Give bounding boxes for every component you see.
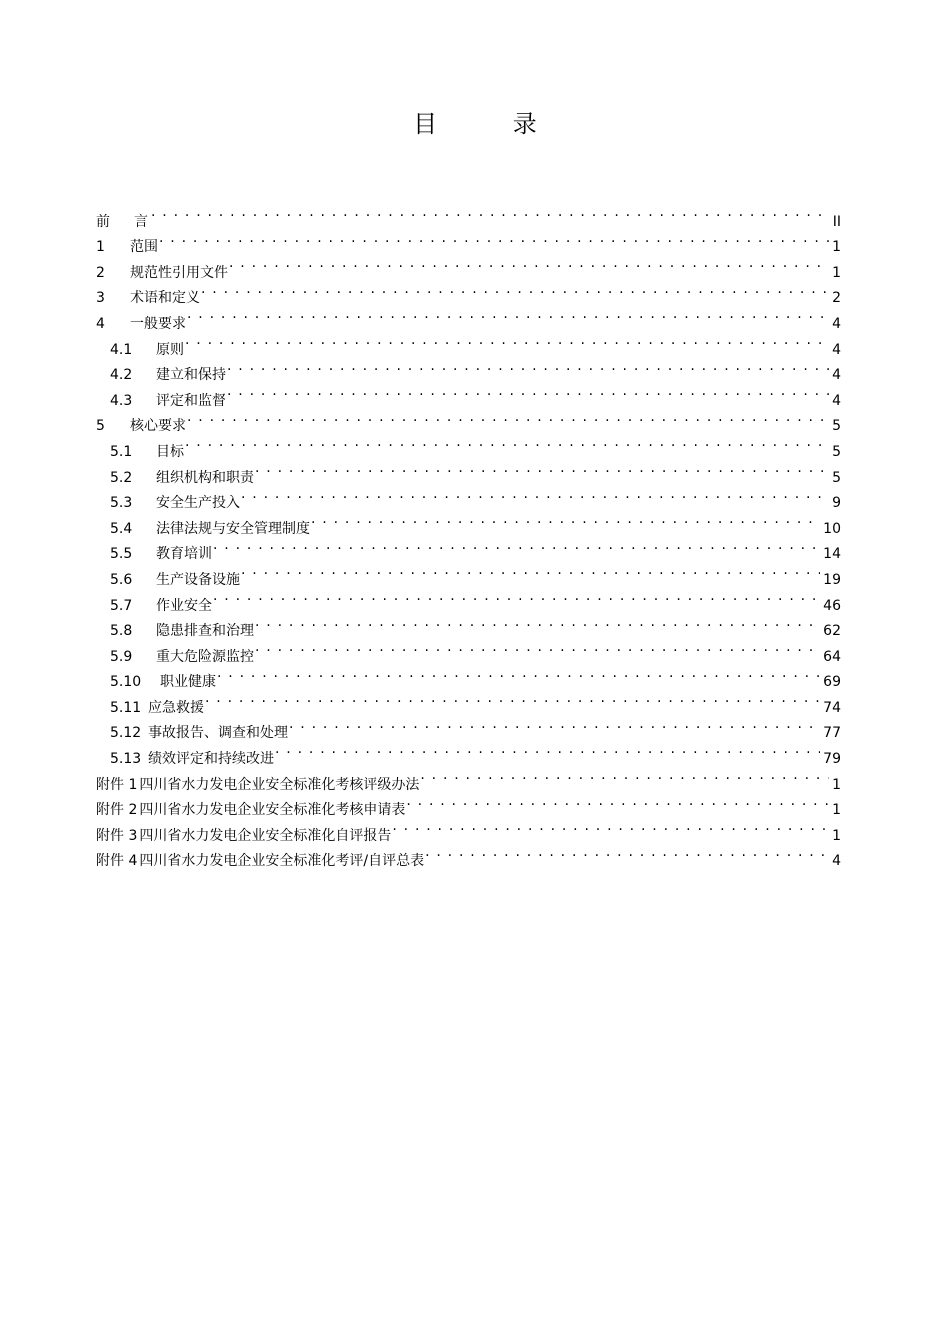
toc-entry-title: 评定和监督 <box>156 392 226 409</box>
toc-entry[interactable] <box>96 226 841 256</box>
toc-entry-title: 四川省水力发电企业安全标准化考核申请表 <box>139 802 406 819</box>
toc-entry-title: 组织机构和职责 <box>156 469 254 486</box>
toc-entry-title: 作业安全 <box>156 597 212 614</box>
toc-dot-leader <box>241 558 820 584</box>
toc-entry-number: 5.13 <box>110 751 142 768</box>
toc-entry[interactable] <box>96 456 841 486</box>
toc-entry-number: 1 <box>96 239 105 256</box>
toc-entry-number: 3 <box>96 290 105 307</box>
toc-dot-leader <box>187 405 829 431</box>
toc-dot-leader <box>406 789 829 815</box>
toc-dot-leader <box>229 251 829 277</box>
toc-dot-leader <box>185 328 829 354</box>
toc-dot-leader <box>187 302 829 328</box>
toc-entry-title: 应急救援 <box>148 699 204 716</box>
toc-entry-page: 46 <box>823 597 841 614</box>
toc-entry-title: 教育培训 <box>156 546 212 563</box>
toc-entry-page: 1 <box>832 827 841 844</box>
toc-entry-title: 四川省水力发电企业安全标准化考评/自评总表 <box>139 853 425 870</box>
toc-dot-leader <box>213 533 820 559</box>
toc-entry-number: 4.1 <box>110 341 133 358</box>
toc-entry-page: 79 <box>823 751 841 768</box>
toc-entry[interactable] <box>96 328 841 358</box>
toc-entry-page: 69 <box>823 674 841 691</box>
toc-dot-leader <box>159 226 829 252</box>
toc-entry-number: 5.8 <box>110 623 133 640</box>
toc-dot-leader <box>275 737 820 763</box>
toc-entry-number: 5.2 <box>110 469 133 486</box>
toc-entry-page: 1 <box>832 239 841 256</box>
toc-entry-page: 5 <box>832 443 841 460</box>
toc-entry-page: 77 <box>823 725 841 742</box>
toc-entry-page: 1 <box>832 776 841 793</box>
toc-entry-number: 4.2 <box>110 367 133 384</box>
toc-entry-page: 1 <box>832 802 841 819</box>
toc-dot-leader <box>185 430 829 456</box>
toc-entry[interactable] <box>96 686 841 716</box>
toc-dot-leader <box>420 763 829 789</box>
toc-entry-title: 建立和保持 <box>156 367 226 384</box>
toc-entry-page: 1 <box>832 264 841 281</box>
toc-dot-leader <box>255 456 829 482</box>
toc-entry-number: 5.6 <box>110 571 133 588</box>
toc-entry-page: 62 <box>823 623 841 640</box>
page-title: 目 录 <box>413 110 571 138</box>
toc-dot-leader <box>392 814 829 840</box>
toc-entry-title: 目标 <box>156 443 184 460</box>
toc-dot-leader <box>151 200 830 226</box>
toc-entry-title: 一般要求 <box>130 315 186 332</box>
toc-entry-title: 范围 <box>130 239 158 256</box>
toc-entry[interactable] <box>96 251 841 281</box>
toc-entry-number: 4 <box>96 315 105 332</box>
toc-entry-title: 术语和定义 <box>130 290 200 307</box>
toc-entry-number: 5.3 <box>110 495 133 512</box>
toc-entry-page: 5 <box>832 418 841 435</box>
toc-entry-page: 64 <box>823 648 841 665</box>
toc-entry-number: 5.4 <box>110 520 133 537</box>
toc-entry-page: 5 <box>832 469 841 486</box>
toc-entry-title: 生产设备设施 <box>156 571 240 588</box>
toc-entry-title: 原则 <box>156 341 184 358</box>
toc-entry-page: 2 <box>832 290 841 307</box>
toc-entry-number: 2 <box>96 264 105 281</box>
toc-entry-page: 9 <box>832 495 841 512</box>
toc-entry-page: 10 <box>823 520 841 537</box>
toc-entry-page: 14 <box>823 546 841 563</box>
toc-entry-number: 5.11 <box>110 699 142 716</box>
toc-entry-number: 5.9 <box>110 648 133 665</box>
toc-dot-leader <box>213 584 820 610</box>
toc-entry-page: 4 <box>832 367 841 384</box>
toc-dot-leader <box>201 277 829 303</box>
toc-entry-title: 规范性引用文件 <box>130 264 228 281</box>
toc-dot-leader <box>311 507 820 533</box>
toc-entry[interactable] <box>96 430 841 460</box>
toc-dot-leader <box>241 482 829 508</box>
toc-entry-number: 5.7 <box>110 597 133 614</box>
toc-entry-number: 5 <box>96 418 105 435</box>
toc-entry-number: 5.10 <box>110 674 142 691</box>
toc-entry-page: 4 <box>832 853 841 870</box>
toc-entry[interactable] <box>96 712 841 742</box>
toc-entry[interactable] <box>96 200 841 230</box>
toc-dot-leader <box>255 635 820 661</box>
toc-entry-number: 附件 2 <box>96 802 138 819</box>
toc-entry-title: 职业健康 <box>160 674 216 691</box>
toc-entry-page: 4 <box>832 315 841 332</box>
toc-entry-title: 安全生产投入 <box>156 495 240 512</box>
toc-dot-leader <box>227 354 829 380</box>
toc-entry-page: 4 <box>832 392 841 409</box>
toc-entry[interactable] <box>96 354 841 384</box>
toc-dot-leader <box>217 661 820 687</box>
toc-entry-title: 四川省水力发电企业安全标准化考核评级办法 <box>139 776 420 793</box>
toc-entry-page: II <box>832 213 841 230</box>
toc-dot-leader <box>227 379 829 405</box>
table-of-contents <box>96 200 841 870</box>
toc-entry[interactable] <box>96 302 841 332</box>
toc-entry-number: 附件 1 <box>96 776 138 793</box>
toc-entry-number: 附件 4 <box>96 853 138 870</box>
toc-dot-leader <box>289 712 820 738</box>
toc-entry-title: 绩效评定和持续改进 <box>148 751 274 768</box>
toc-entry-number: 5.5 <box>110 546 133 563</box>
toc-entry-title: 法律法规与安全管理制度 <box>156 520 310 537</box>
toc-entry-number: 5.1 <box>110 443 133 460</box>
toc-entry-number: 附件 3 <box>96 827 138 844</box>
toc-entry-page: 74 <box>823 699 841 716</box>
toc-entry-page: 4 <box>832 341 841 358</box>
toc-entry-number: 5.12 <box>110 725 142 742</box>
toc-entry-page: 19 <box>823 571 841 588</box>
toc-entry-title: 重大危险源监控 <box>156 648 254 665</box>
toc-entry-title: 核心要求 <box>130 418 186 435</box>
toc-entry[interactable] <box>96 405 841 435</box>
toc-entry-number: 4.3 <box>110 392 133 409</box>
toc-dot-leader <box>255 610 820 636</box>
toc-dot-leader <box>205 686 820 712</box>
toc-entry-title: 事故报告、调查和处理 <box>148 725 288 742</box>
toc-entry-title: 前言 <box>96 213 172 230</box>
toc-entry-title: 四川省水力发电企业安全标准化自评报告 <box>139 827 392 844</box>
toc-entry-title: 隐患排查和治理 <box>156 623 254 640</box>
toc-dot-leader <box>425 840 829 866</box>
toc-entry[interactable] <box>96 277 841 307</box>
